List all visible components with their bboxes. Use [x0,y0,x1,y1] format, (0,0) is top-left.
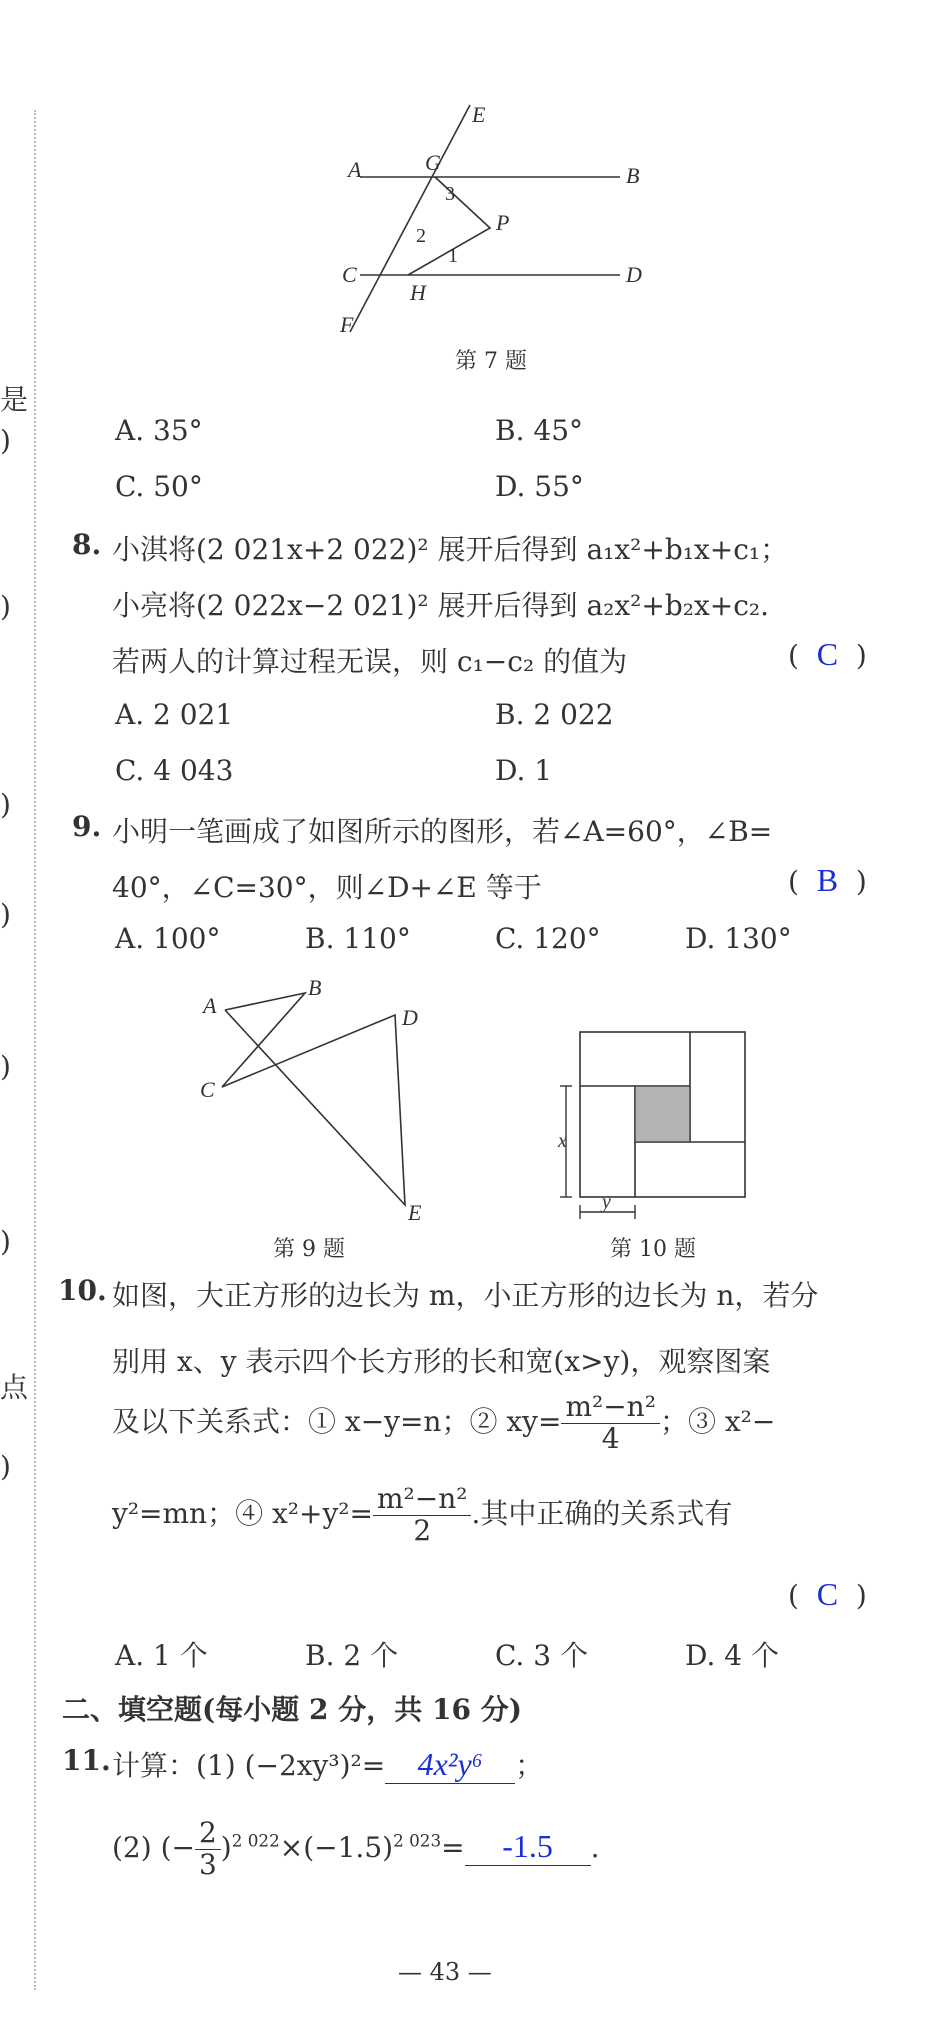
fig9-label-b: B [308,975,322,1000]
fig9-label-c: C [200,1077,215,1102]
q10-option-b: B. 2 个 [305,1639,399,1672]
q7-option-c: C. 50° [115,470,203,503]
margin-fragment: 是 [0,383,29,416]
margin-fragment: ) [0,1225,11,1258]
label-c: C [342,262,357,287]
angle-3-label: 3 [445,183,455,205]
margin-fragment: ) [0,1050,11,1083]
q7-option-d: D. 55° [495,470,584,503]
q11-blank-1[interactable] [385,1746,515,1784]
margin-fragment: ) [0,590,11,623]
binding-dotted-line [34,110,36,1990]
fig9-label-e: E [408,1200,422,1225]
q9-option-b: B. 110° [305,922,411,955]
q10-line-4: y²=mn；④ x²+y²= $\frac{\text{m²−n²}}{2}$ .其中正确的关系式有 [112,1482,733,1547]
q10-option-c: C. 3 个 [495,1639,588,1672]
label-a: A [348,157,362,182]
q8-line-1: 小淇将(2 021x+2 022)² 展开后得到 a₁x²+b₁x+c₁； [112,533,789,566]
q11-part-1: 计算：(1) (−2xy³)²= 4x²y⁶ ； [112,1746,544,1782]
section-2-title: 二、填空题(每小题 2 分，共 16 分) [62,1693,522,1726]
margin-fragment: ) [0,1450,11,1483]
label-f: F [340,312,354,337]
q10-option-a: A. 1 个 [115,1639,208,1672]
figure-10-squares [550,1020,750,1230]
q11-answer-2: -1.5 [502,1827,553,1864]
q9-option-a: A. 100° [115,922,221,955]
fraction: $\frac{\text{m²−n²}}{4}$ [561,1392,660,1455]
q8-line-2: 小亮将(2 022x−2 021)² 展开后得到 a₂x²+b₂x+c₂. [112,589,770,622]
q9-line-1: 小明一笔画成了如图所示的图形，若∠A=60°，∠B= [112,815,773,848]
q9-number: 9. [72,810,102,843]
q7-option-b: B. 45° [495,414,584,447]
label-h: H [410,280,426,305]
fraction: $\frac{\text{m²−n²}}{2}$ [373,1484,472,1547]
q8-number: 8. [72,528,102,561]
q11-blank-2[interactable] [465,1828,591,1866]
margin-fragment: ) [0,788,11,821]
fig9-label-d: D [402,1005,418,1030]
q9-option-d: D. 130° [685,922,792,955]
q11-part-2: (2) (− $\frac{2}{3}$ )$^{2 022}\times(-1.5)^{2 023}= -1.5$ . [112,1816,600,1881]
margin-fragment: 点 [0,1371,29,1404]
margin-fragment: ) [0,424,11,457]
figure-7-parallel-lines [320,100,680,350]
q10-line-3: 及以下关系式：① x−y=n；② xy= $\frac{\text{m²−n²}}{4}$ ；③ x²− [112,1390,776,1455]
angle-1-label: 1 [448,245,458,267]
label-g: G [425,150,441,175]
q8-line-3: 若两人的计算过程无误，则 c₁−c₂ 的值为 [112,645,628,678]
figure-10-caption: 第 10 题 [610,1237,696,1262]
fig10-label-x: x [558,1130,567,1152]
q10-line-2: 别用 x、y 表示四个长方形的长和宽(x>y)，观察图案 [112,1345,771,1378]
margin-fragment: ) [0,898,11,931]
q11-number: 11. [62,1744,111,1777]
q8-option-b: B. 2 022 [495,698,614,731]
q8-option-c: C. 4 043 [115,754,234,787]
angle-2-label: 2 [416,225,426,247]
fig9-label-a: A [203,993,217,1018]
q8-answer: C [816,636,839,672]
q10-answer-bracket: ( C ) [788,1576,867,1612]
fig10-label-y: y [602,1191,611,1213]
q11-answer-1: 4x²y⁶ [417,1746,483,1782]
q7-option-a: A. 35° [115,414,203,447]
figure-9-caption: 第 9 题 [273,1237,345,1262]
page-number: — 43 — [398,1958,492,1986]
label-e: E [472,102,486,127]
q10-number: 10. [58,1274,107,1307]
q9-answer-bracket: ( B ) [788,862,867,898]
q8-answer-bracket: ( C ) [788,636,867,672]
q9-answer: B [816,862,839,898]
q9-option-c: C. 120° [495,922,601,955]
label-b: B [626,163,640,188]
q10-option-d: D. 4 个 [685,1639,779,1672]
q8-option-a: A. 2 021 [115,698,234,731]
small-square-shaded [635,1086,690,1142]
fraction: $\frac{2}{3}$ [195,1818,221,1881]
label-d: D [626,262,642,287]
q10-answer: C [816,1576,839,1612]
figure-7-caption: 第 7 题 [455,349,527,374]
q8-option-d: D. 1 [495,754,553,787]
figure-9-polyline [190,975,450,1235]
label-p: P [496,210,510,235]
q9-line-2: 40°，∠C=30°，则∠D+∠E 等于 [112,871,542,904]
q10-line-1: 如图，大正方形的边长为 m，小正方形的边长为 n，若分 [112,1279,819,1312]
